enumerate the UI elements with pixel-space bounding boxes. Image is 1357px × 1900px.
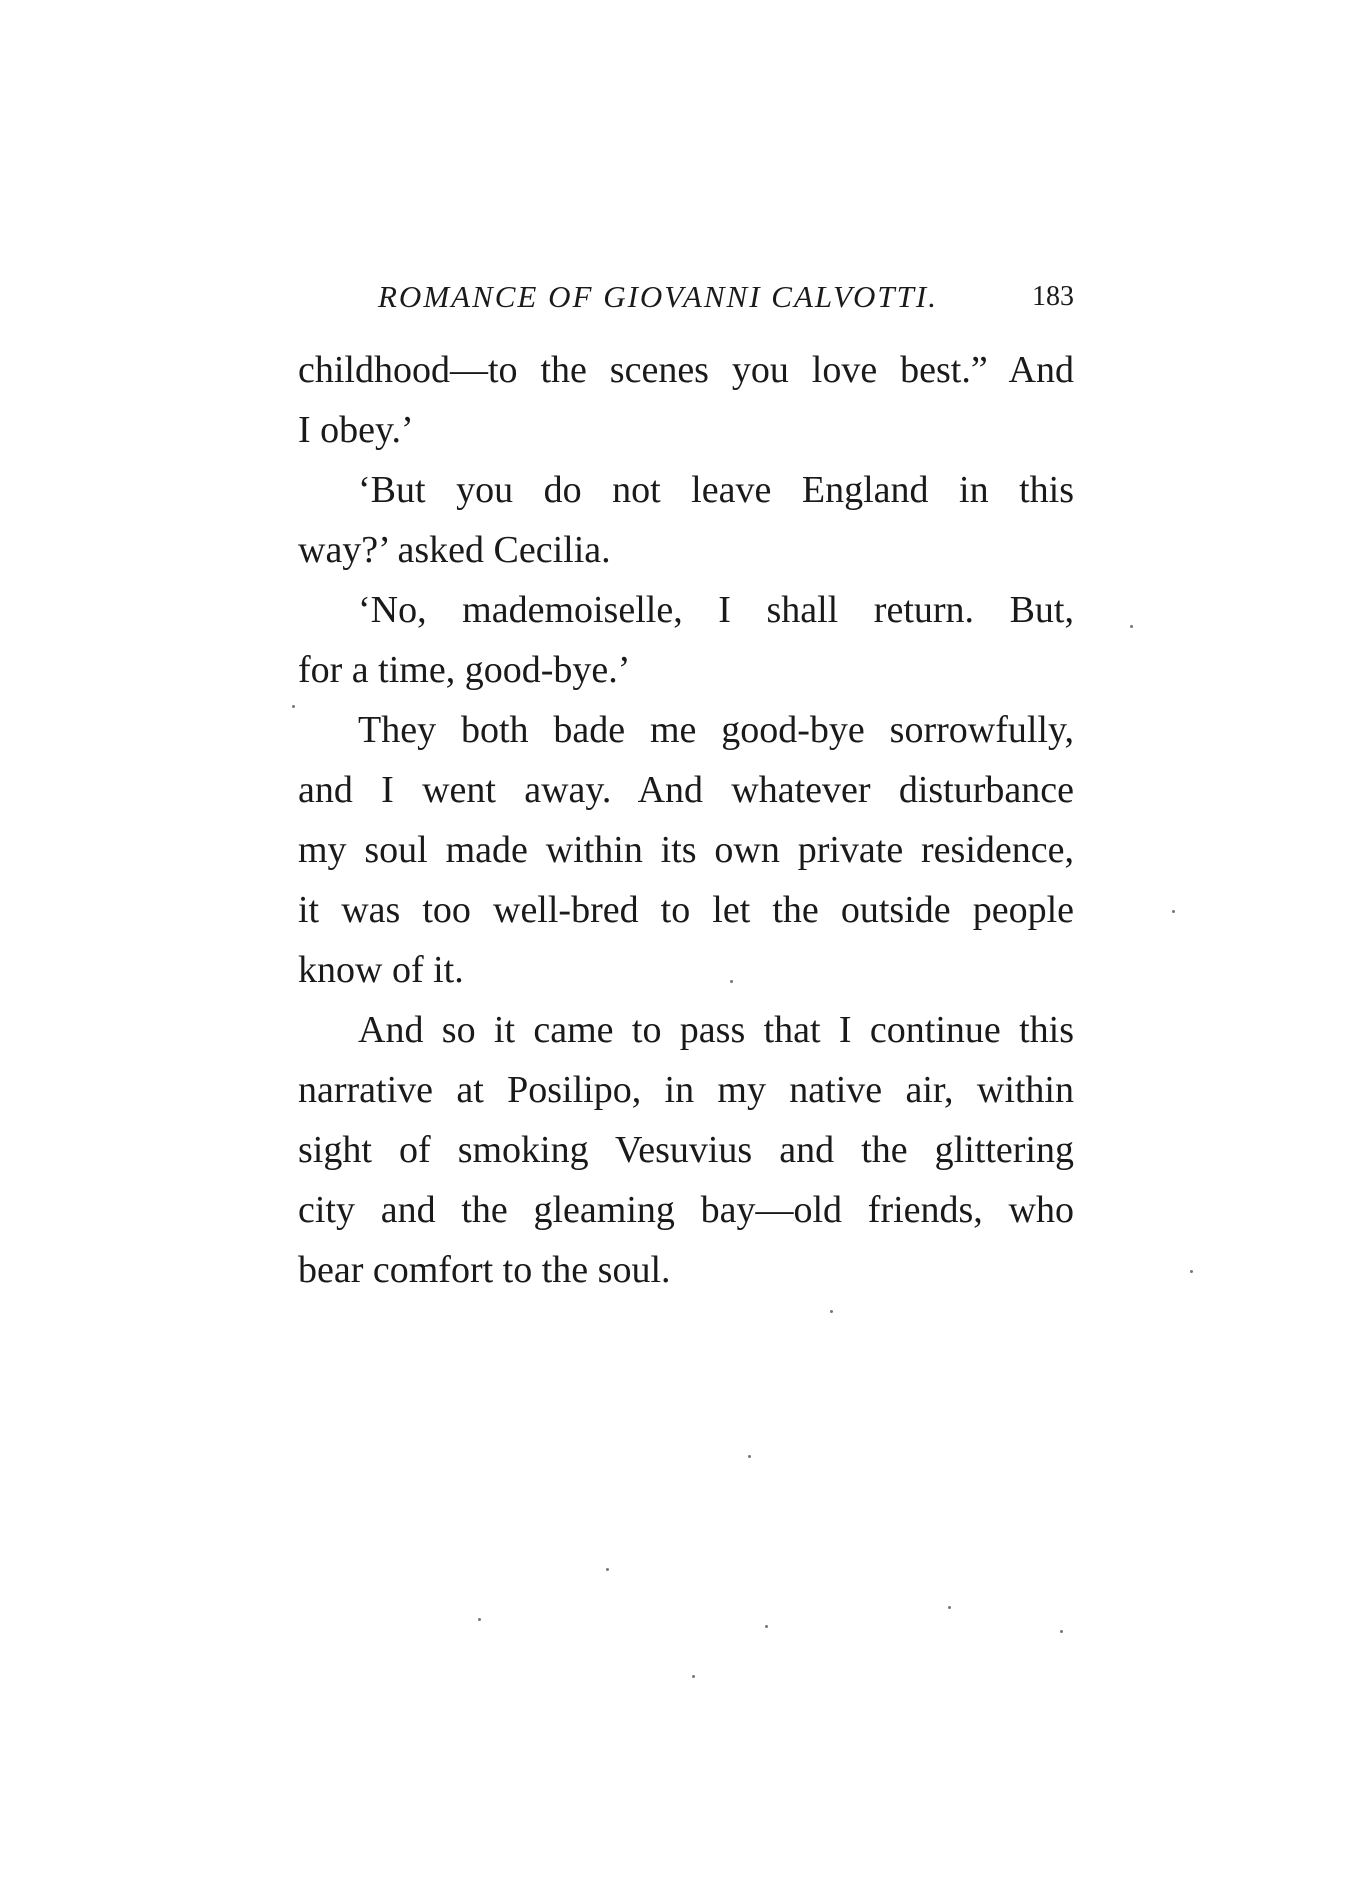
paper-speck xyxy=(606,1568,609,1571)
text-line: They both bade me good-bye sorrowfully, xyxy=(358,709,1074,751)
text-line: narrative at Posilipo, in my native air, within xyxy=(298,1069,1074,1111)
paper-speck xyxy=(765,1625,768,1628)
running-title: ROMANCE OF GIOVANNI CALVOTTI. xyxy=(378,279,938,314)
page-number: 183 xyxy=(1032,281,1074,312)
text-line: and I went away. And whatever disturbance xyxy=(298,769,1074,811)
text-line: it was too well-bred to let the outside people xyxy=(298,889,1074,931)
paper-speck xyxy=(948,1606,951,1609)
running-head xyxy=(298,272,1074,322)
text-line: my soul made within its own private residence, xyxy=(298,829,1074,871)
paper-speck xyxy=(292,705,295,708)
paper-speck xyxy=(748,1455,751,1458)
text-line: childhood—to the scenes you love best.” And xyxy=(298,349,1074,391)
text-line: And so it came to pass that I continue this xyxy=(358,1009,1074,1051)
text-line: city and the gleaming bay—old friends, who xyxy=(298,1189,1074,1231)
text-line: ‘But you do not leave England in this xyxy=(358,469,1074,511)
paper-speck xyxy=(478,1618,481,1621)
text-line: way?’ asked Cecilia. xyxy=(298,529,611,571)
text-line: know of it. xyxy=(298,949,464,991)
text-line: sight of smoking Vesuvius and the glittering xyxy=(298,1129,1074,1171)
text-line: I obey.’ xyxy=(298,409,414,451)
paper-speck xyxy=(692,1675,695,1678)
paper-speck xyxy=(1130,625,1133,628)
text-line: for a time, good-bye.’ xyxy=(298,649,631,691)
paper-speck xyxy=(1172,910,1175,913)
paper-speck xyxy=(830,1310,833,1313)
paper-speck xyxy=(1060,1630,1063,1633)
paper-speck xyxy=(730,980,733,983)
text-line: ‘No, mademoiselle, I shall return. But, xyxy=(358,589,1074,631)
text-line: bear comfort to the soul. xyxy=(298,1249,671,1291)
paper-speck xyxy=(1190,1270,1193,1273)
